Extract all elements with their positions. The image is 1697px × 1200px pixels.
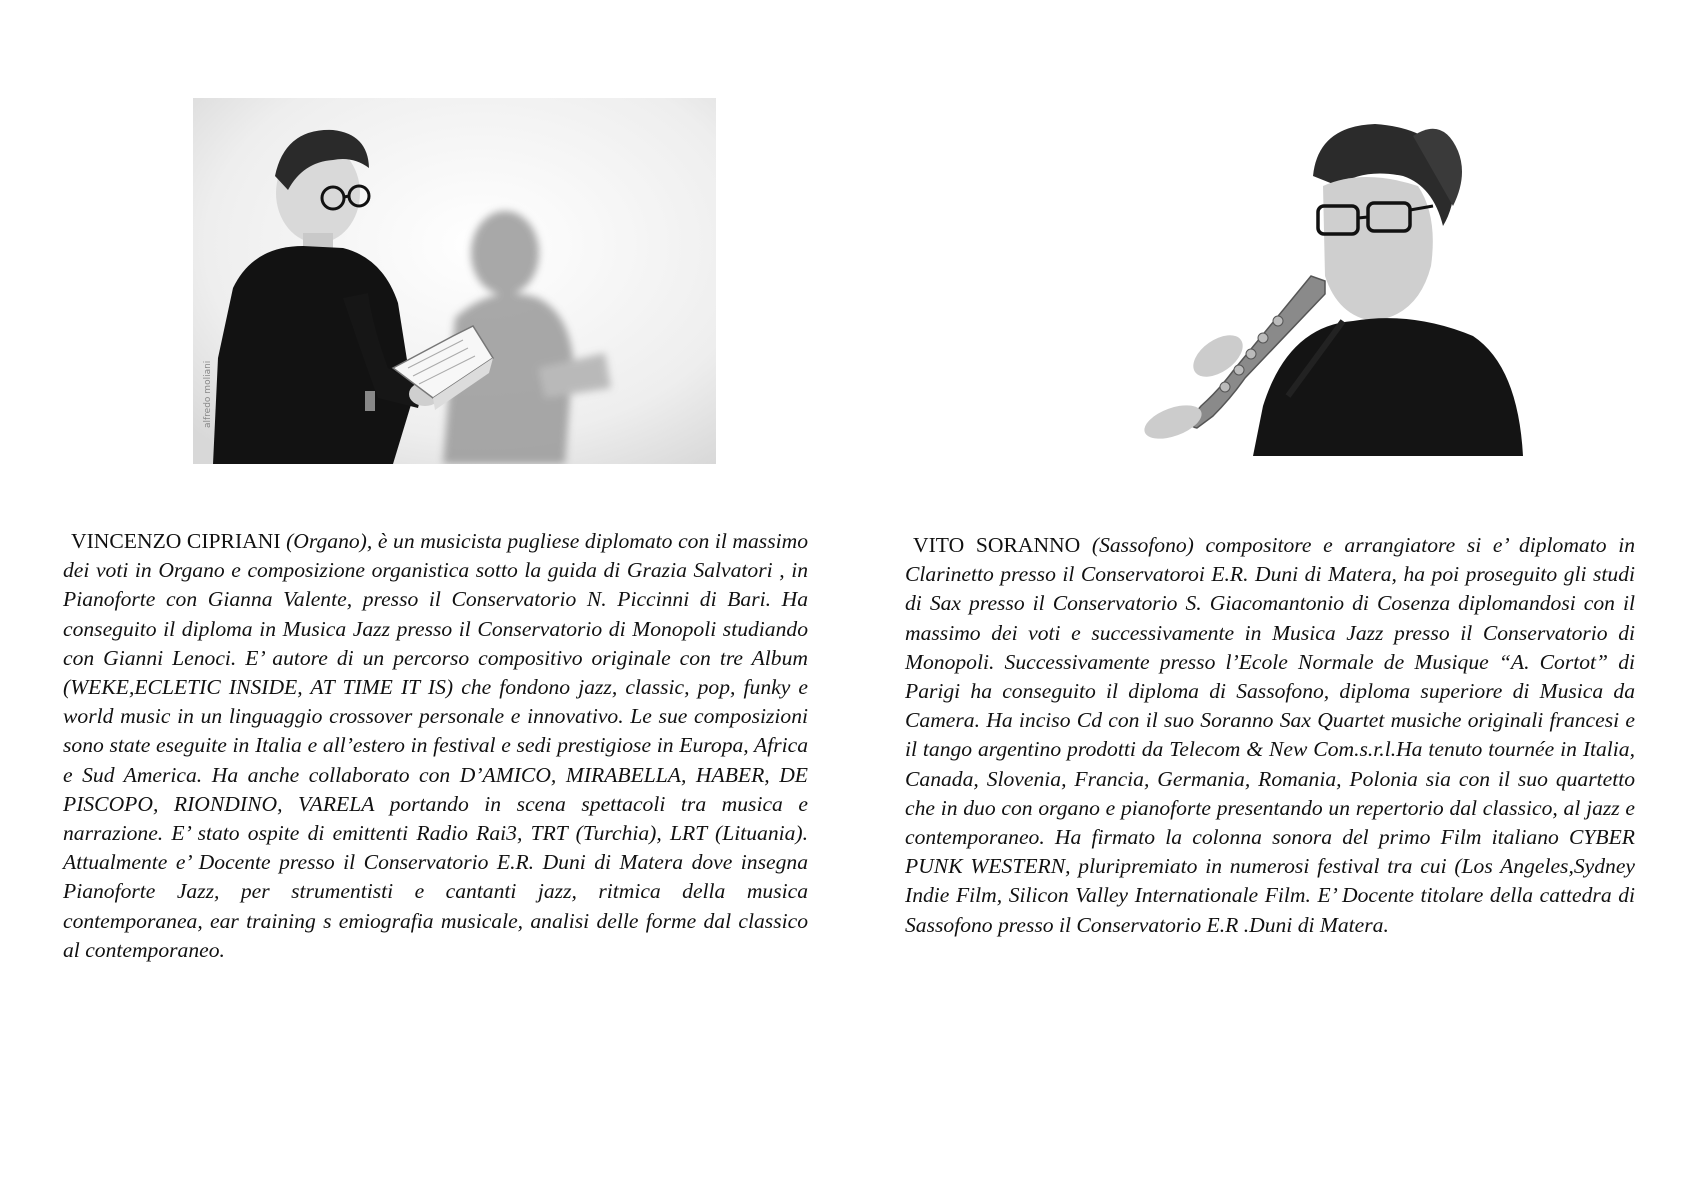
bio-text-left: (Organo), è un musicista pugliese diplomato con il massimo dei voti in Organo e composizione organistica sotto la guida di Grazia Salvatori , in Pianoforte con Gianna Valente, presso il Conservatorio N. Piccinni di Bari. Ha conseguito il diploma in Musica Jazz presso il Conservatorio di Monopoli studiando con Gianni Lenoci. E’ autore di un percorso compositivo originale con tre Album (WEKE,ECLETIC INSIDE, AT TIME IT IS) che fondono jazz, classic, pop, funky e world music in un linguaggio crossover personale e innovativo. Le sue composizioni sono state eseguite in Italia e all’estero in festival e sedi prestigiose in Europa, Africa e Sud America. Ha anche collaborato con D’AMICO, MIRABELLA, HABER, DE PISCOPO, RIONDINO, VARELA portando in scena spettacoli tra musica e narrazione. E’ stato ospite di emittenti Radio Rai3, TRT (Turchia), LRT (Lituania). Attualmente e’ Docente presso il Conservatorio E.R. Duni di Matera dove insegna Pianoforte Jazz, per strumentisti e cantanti jazz, ritmica della musica contemporanea, ear training s emiografia musicale, analisi delle forme dal classico al contemporaneo. <box>63 529 808 962</box>
bio-text-right: (Sassofono) compositore e arrangiatore si e’ diplomato in Clarinetto presso il Conservatoroi E.R. Duni di Matera, ha poi proseguito gli studi di Sax presso il Conservatorio S. Giacomantonio di Cosenza diplomandosi con il massimo dei voti e successivamente in Musica Jazz presso il Conservatorio di Monopoli. Successivamente presso l’Ecole Normale de Musique “A. Cortot” di Parigi ha conseguito il diploma di Sassofono, diploma superiore di Musica da Camera. Ha inciso Cd con il suo Soranno Sax Quartet musiche originali francesi e il tango argentino prodotti da Telecom & New Com.s.r.l.Ha tenuto tournée in Italia, Canada, Slovenia, Francia, Germania, Romania, Polonia sia con il suo quartetto che in duo con organo e pianoforte presentando un repertorio dal classico, al jazz e contemporaneo. Ha firmato la colonna sonora del primo Film italiano CYBER PUNK WESTERN, pluripremiato in numerosi festival tra cui (Los Angeles,Sydney Indie Film, Silicon Valley Internationale Film. E’ Docente titolare della cattedra di Sassofono presso il Conservatorio E.R .Duni di Matera. <box>905 533 1635 937</box>
photo-vito-soranno <box>1113 106 1541 456</box>
musician-name-left: VINCENZO CIPRIANI <box>71 529 281 553</box>
photo-left-illustration <box>193 98 716 464</box>
bio-vincenzo-cipriani <box>63 527 808 965</box>
photo-vincenzo-cipriani <box>193 98 716 464</box>
bio-vito-soranno <box>905 531 1635 940</box>
photo-right-illustration <box>1113 106 1541 456</box>
musician-name-right: VITO SORANNO <box>913 533 1081 557</box>
photo-watermark: alfredo moliani <box>203 360 213 428</box>
